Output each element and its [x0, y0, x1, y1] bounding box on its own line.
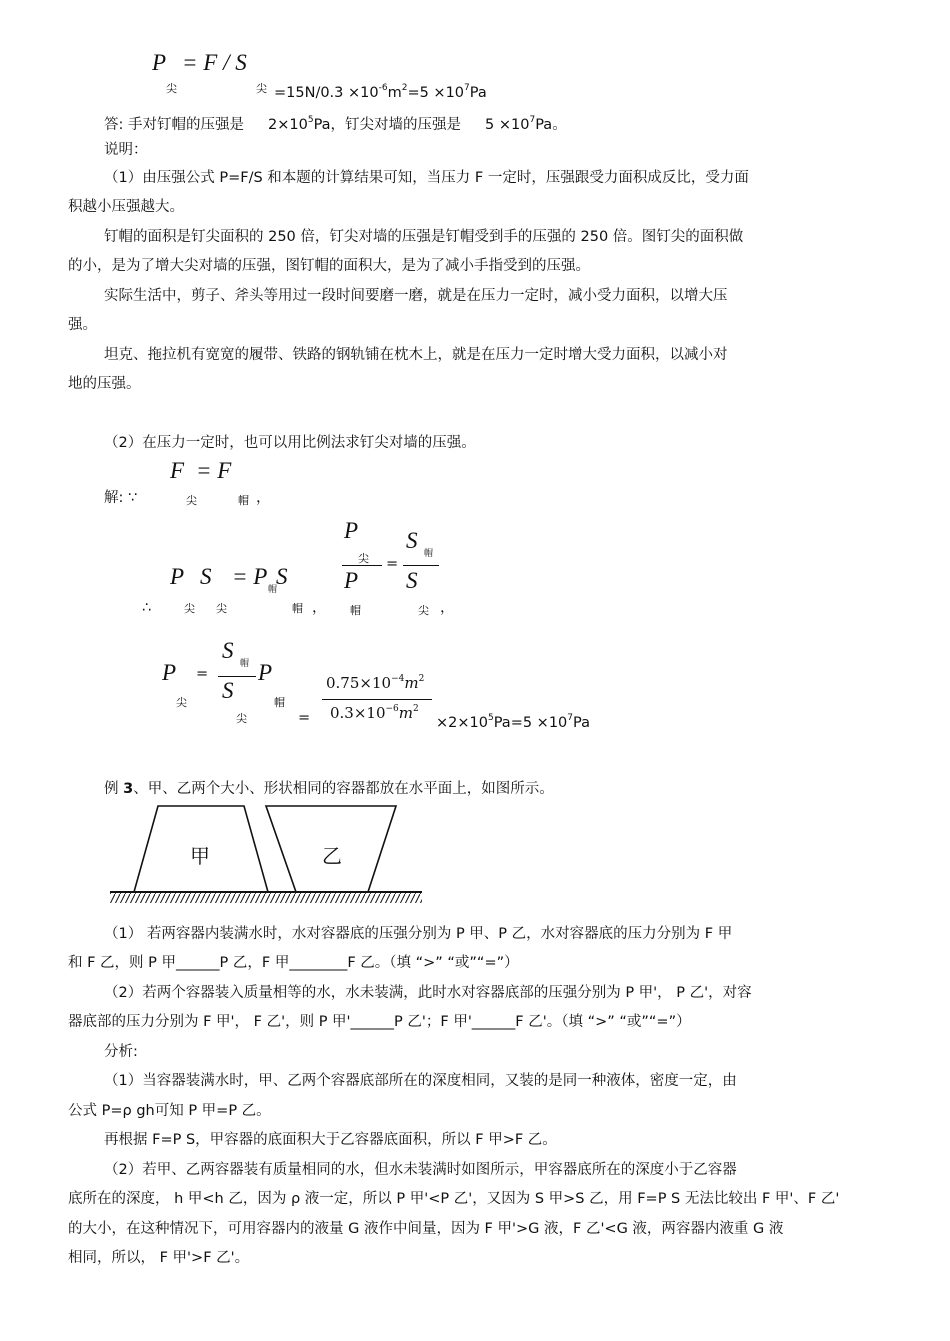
final-S-top-sub: 帽 — [240, 659, 250, 669]
final-S-top: S — [222, 638, 234, 663]
formula1-lhs: P — [152, 50, 167, 75]
ground-hatch — [110, 893, 422, 903]
solve-sub-jian: 尖 — [186, 494, 197, 507]
final-numerator: $0.75\times 10^{-4}m^2$ — [326, 674, 425, 692]
ratio-S-bot: S — [406, 568, 418, 593]
formula1-sub2: 尖 — [256, 82, 267, 95]
paragraph-4a: 坦克、拖拉机有宽宽的履带、铁路的钢轨铺在枕木上，就是在压力一定时增大受力面积，以减小对 — [104, 347, 728, 363]
solve-sub-mao: 帽 — [238, 494, 249, 507]
analysis-2a: （2）若甲、乙两容器装有质量相同的水，但水未装满时如图所示，甲容器底所在的深度小于乙容器 — [104, 1162, 737, 1178]
final-P: P — [162, 660, 177, 685]
solve-F: F — [170, 458, 185, 483]
question-1b: 和 F 乙，则 P 甲______P 乙，F 甲________F 乙。（填 “>” “或”“=”） — [68, 955, 519, 971]
ratio-S-top-sub: 帽 — [424, 549, 434, 559]
solve-comma: ， — [256, 490, 271, 506]
ratio-S-bot-sub: 尖 — [418, 604, 429, 617]
ratio-right-bar — [403, 565, 439, 566]
question-2b: 器底部的压力分别为 F 甲'， F 乙'，则 P 甲'______P 乙'；F 甲'______F 乙'。（填 “>” “或”“=”） — [68, 1014, 691, 1030]
analysis-2b: 底所在的深度， h 甲<h 乙，因为 ρ 液一定，所以 P 甲'<P 乙'，又因为 S 甲>S 乙，用 F=P S 无法比较出 F 甲'、F 乙' — [68, 1191, 840, 1207]
analysis-1b: 公式 P=ρ gh可知 P 甲=P 乙。 — [68, 1103, 271, 1119]
final-S-bot: S — [222, 678, 234, 703]
ps-S2: S — [276, 564, 288, 589]
final-eq2: = — [298, 710, 311, 726]
ratio-S-top: S — [406, 528, 418, 553]
ps-comma: ， — [312, 600, 327, 616]
analysis-2c: 的大小，在这种情况下，可用容器内的液量 G 液作中间量，因为 F 甲'>G 液，F 乙'<G 液，两容器内液重 G 液 — [68, 1221, 784, 1237]
ratio-P-bot: P — [344, 568, 359, 593]
example3-title: 例 3、甲、乙两个大小、形状相同的容器都放在水平面上，如图所示。 — [104, 781, 554, 797]
ratio-comma: ， — [440, 600, 455, 616]
formula1-eq: = F / S — [182, 50, 247, 75]
question-2a: （2）若两个容器装入质量相等的水，水未装满，此时水对容器底部的压强分别为 P 甲'， P 乙'，对容 — [104, 985, 752, 1001]
paragraph-1a: （1）由压强公式 P=F/S 和本题的计算结果可知，当压力 F 一定时，压强跟受力面积成反比，受力面 — [104, 170, 749, 186]
question-1a: （1） 若两容器内装满水时，水对容器底的压强分别为 P 甲、P 乙，水对容器底的压力分别为 F 甲 — [104, 926, 733, 942]
ps-S1: S — [200, 564, 212, 589]
therefore-sign: ∴ — [142, 600, 152, 616]
final-frac1-bar — [218, 676, 256, 677]
final-S-bot-sub: 尖 — [236, 712, 247, 725]
ps-eqP: = P — [232, 564, 268, 589]
paragraph-3b: 强。 — [68, 317, 97, 333]
ratio-eq: = — [386, 556, 399, 572]
final-P2: P — [258, 660, 273, 685]
ps-sub-mao: 帽 — [292, 602, 303, 615]
ps-P1: P — [170, 564, 185, 589]
label-yi: 乙 — [322, 844, 342, 868]
analysis-2d: 相同，所以， F 甲'>F 乙'。 — [68, 1250, 250, 1266]
paragraph-4b: 地的压强。 — [68, 376, 141, 392]
ps-sub-jian2: 尖 — [216, 602, 227, 615]
analysis-1a: （1）当容器装满水时，甲、乙两个容器底部所在的深度相同，又装的是同一种液体，密度一定，由 — [104, 1073, 737, 1089]
ratio-left-bar — [342, 565, 382, 566]
method-2: （2）在压力一定时，也可以用比例法求钉尖对墙的压强。 — [104, 435, 476, 451]
final-P2-sub: 帽 — [274, 696, 285, 709]
analysis-1c: 再根据 F=P S，甲容器的底面积大于乙容器底面积，所以 F 甲>F 乙。 — [104, 1132, 557, 1148]
ratio-P-top: P — [344, 518, 359, 543]
formula1-sub1: 尖 — [166, 82, 177, 95]
final-P-sub: 尖 — [176, 696, 187, 709]
final-result: $\times 2\times 10^5Pa=5 \times 10^7Pa$ — [436, 713, 590, 731]
solve-eqF: = F — [196, 458, 232, 483]
final-frac2-bar — [322, 699, 432, 700]
containers-diagram — [110, 804, 430, 914]
ratio-top-sub: 尖 — [358, 552, 369, 565]
ps-sub-b1: 帽 — [268, 585, 278, 595]
final-eq1: = — [196, 666, 209, 682]
analysis-label: 分析: — [104, 1044, 138, 1060]
paragraph-2a: 钉帽的面积是钉尖面积的 250 倍，钉尖对墙的压强是钉帽受到手的压强的 250 倍。图钉尖的面积做 — [104, 229, 744, 245]
solve-label: 解: ∵ — [104, 490, 138, 506]
formula1-result: $=15N/0.3 \times 10^{-6}m^2=5 \times 10^7Pa$ — [274, 83, 487, 101]
ps-sub-jian1: 尖 — [184, 602, 195, 615]
final-denominator: $0.3\times 10^{-6}m^2$ — [330, 704, 419, 722]
label-jia: 甲 — [190, 844, 210, 868]
explain-label: 说明： — [104, 142, 148, 158]
answer-line: 答: 手对钉帽的压强是 $2\times 10^5Pa$，钉尖对墙的压强是 $5 \times 10^7Pa$。 — [104, 115, 567, 133]
paragraph-3a: 实际生活中，剪子、斧头等用过一段时间要磨一磨，就是在压力一定时，减小受力面积，以增大压 — [104, 288, 728, 304]
paragraph-1b: 积越小压强越大。 — [68, 199, 184, 215]
paragraph-2b: 的小，是为了增大尖对墙的压强，图钉帽的面积大，是为了减小手指受到的压强。 — [68, 258, 590, 274]
ratio-bot-sub: 帽 — [350, 604, 361, 617]
